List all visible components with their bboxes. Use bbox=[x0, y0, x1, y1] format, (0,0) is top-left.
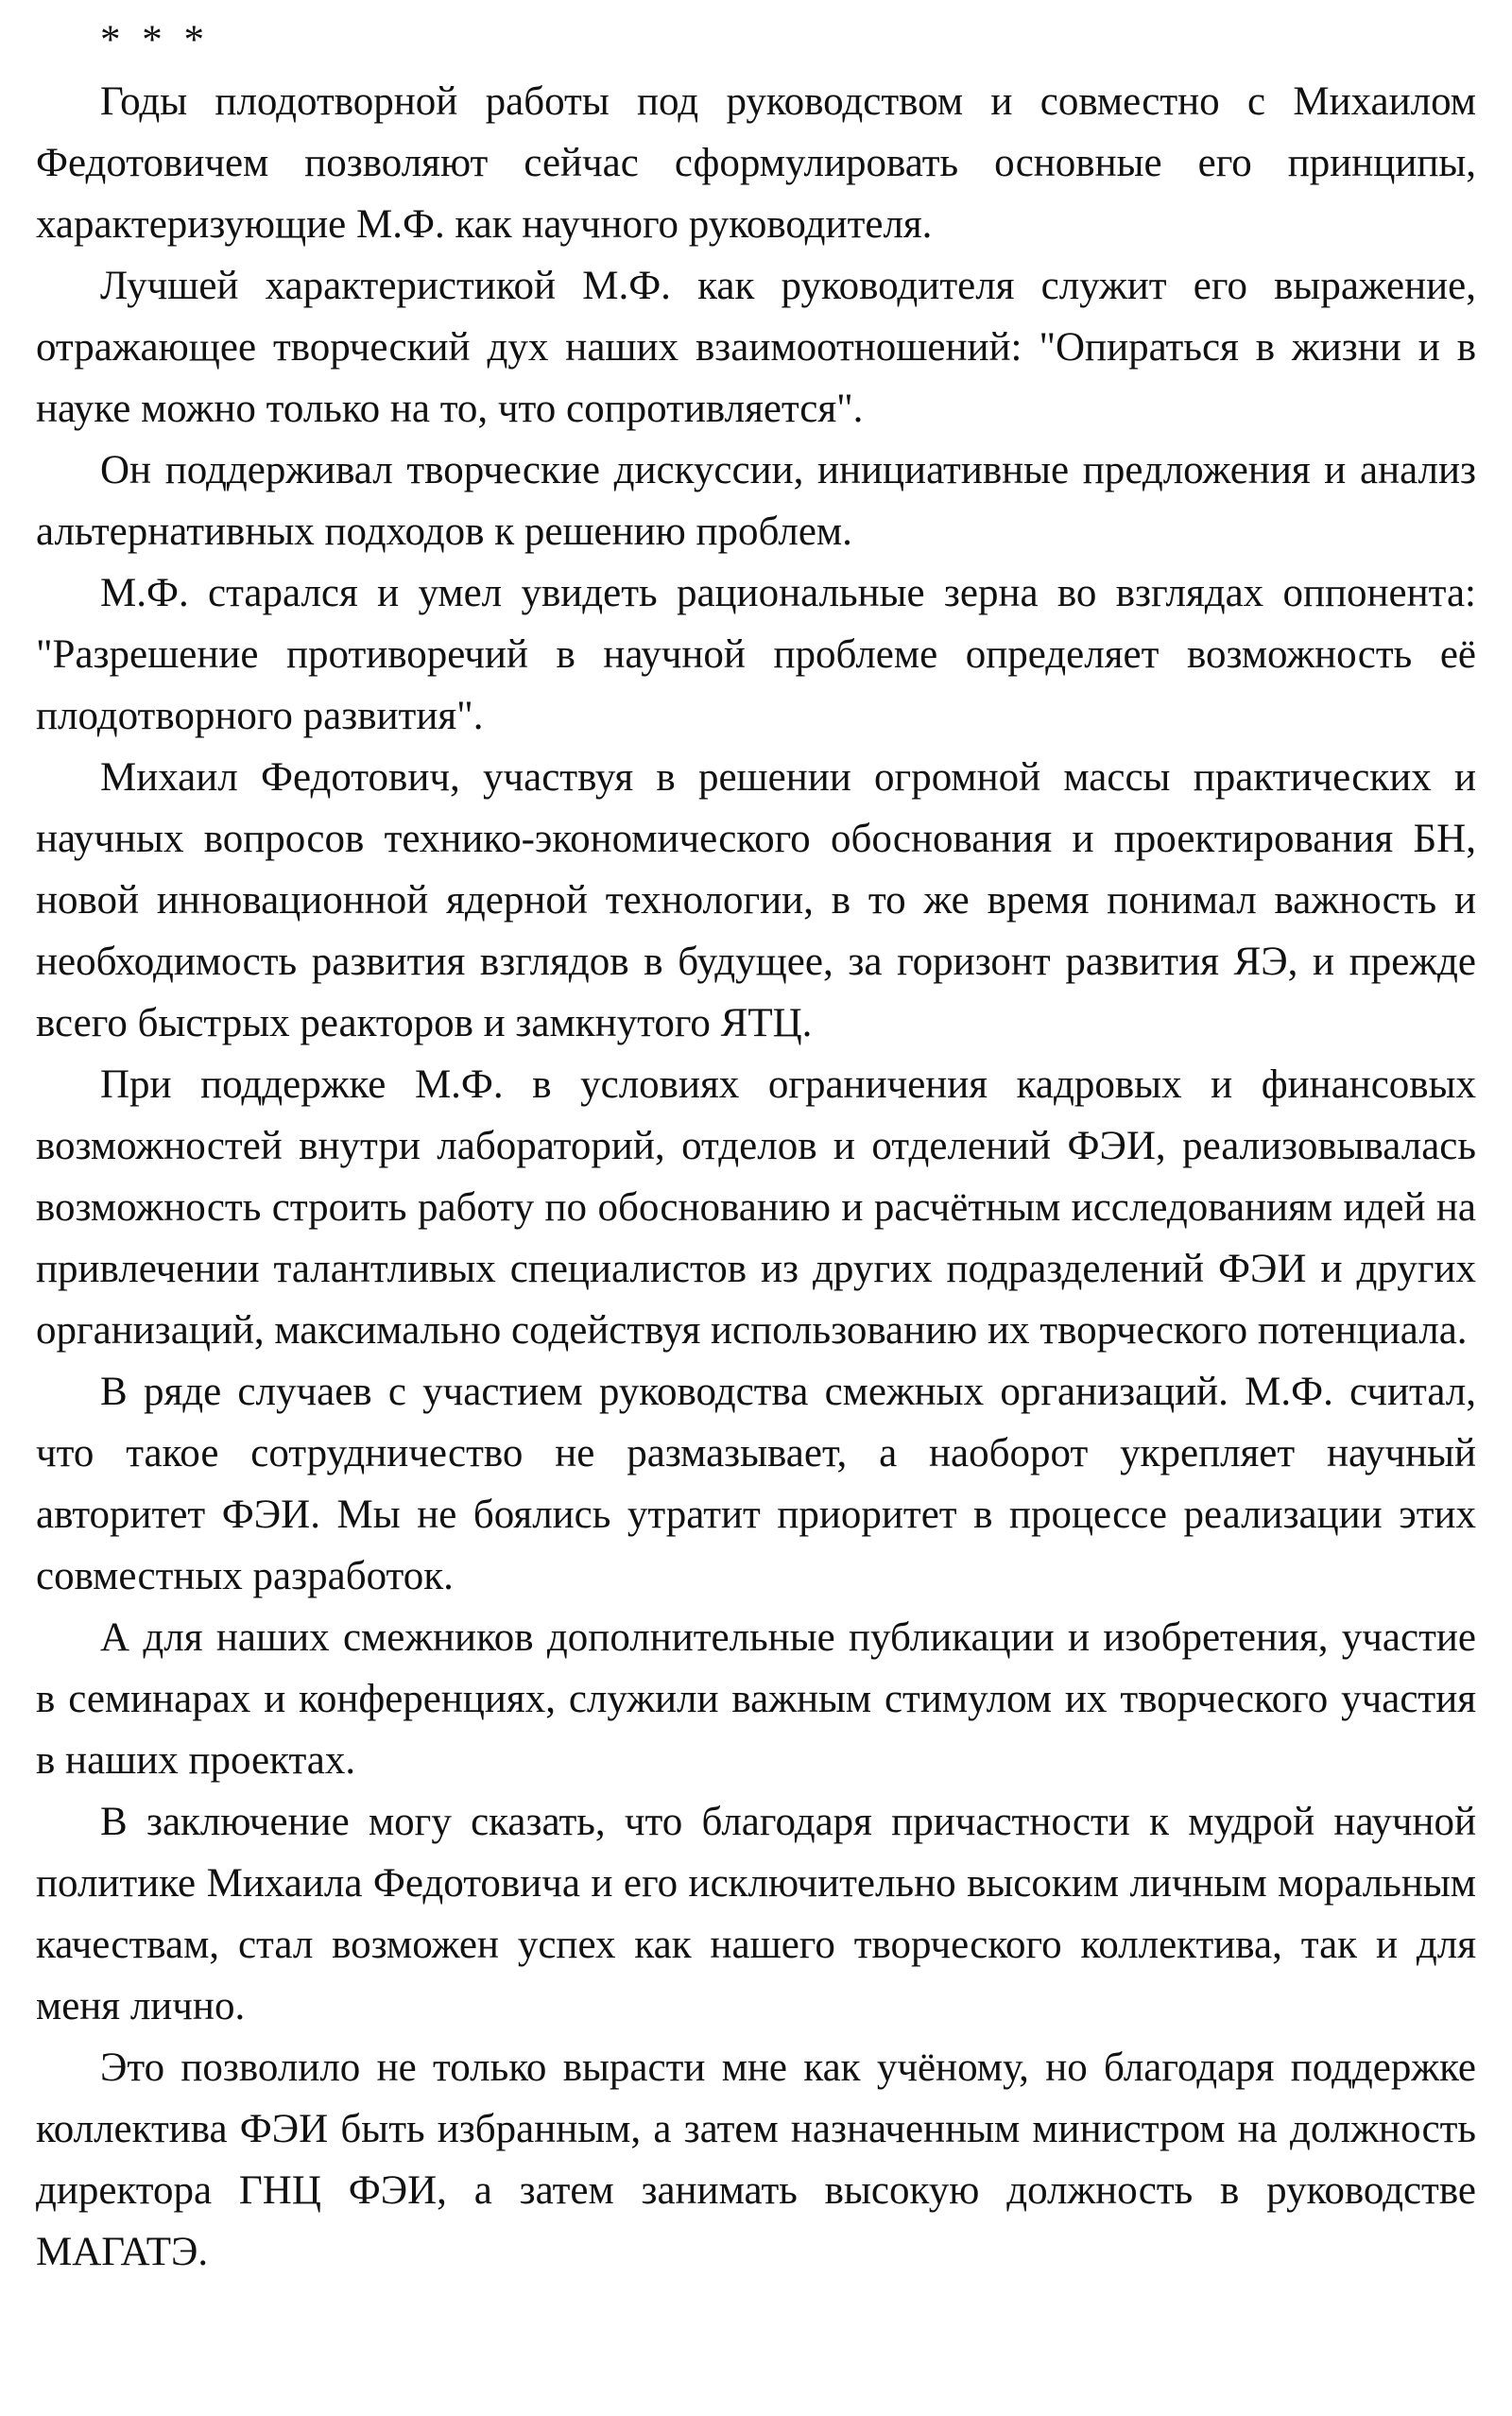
paragraph: М.Ф. старался и умел увидеть рациональные зерна во взглядах оппонента: "Разрешение противоречий в научной проблеме определяет возможность её плодотворного развития". bbox=[36, 571, 1476, 738]
paragraph: Это позволило не только вырасти мне как учёному, но благодаря поддержке коллектива ФЭИ быть избранным, а затем назначенным министром на должность директора ГНЦ ФЭИ, а затем занимать высокую должность в руководстве МАГАТЭ. bbox=[36, 2045, 1476, 2274]
document-page bbox=[36, 9, 1476, 2283]
paragraph: Михаил Федотович, участвуя в решении огромной массы практических и научных вопросов технико-экономического обоснования и проектирования БН, новой инновационной ядерной технологии, в то же время понимал важность и необходимость развития взглядов в будущее, за горизонт развития ЯЭ, и прежде всего быстрых реакторов и замкнутого ЯТЦ. bbox=[36, 755, 1476, 1045]
paragraph: А для наших смежников дополнительные публикации и изобретения, участие в семинарах и конференциях, служили важным стимулом их творческого участия в наших проектах. bbox=[36, 1615, 1476, 1783]
paragraph: Годы плодотворной работы под руководством и совместно с Михаилом Федотовичем позволяют сейчас сформулировать основные его принципы, характеризующие М.Ф. как научного руководителя. bbox=[36, 79, 1476, 247]
paragraph: Он поддерживал творческие дискуссии, инициативные предложения и анализ альтернативных подходов к решению проблем. bbox=[36, 448, 1476, 554]
paragraph: При поддержке М.Ф. в условиях ограничения кадровых и финансовых возможностей внутри лабораторий, отделов и отделений ФЭИ, реализовывалась возможность строить работу по обоснованию и расчётным исследованиям идей на привлечении талантливых специалистов из других подразделений ФЭИ и других организаций, максимально содействуя использованию их творческого потенциала. bbox=[36, 1062, 1476, 1353]
paragraph: Лучшей характеристикой М.Ф. как руководителя служит его выражение, отражающее творческий дух наших взаимоотношений: "Опираться в жизни и в науке можно только на то, что сопротивляется". bbox=[36, 264, 1476, 431]
paragraph: В заключение могу сказать, что благодаря причастности к мудрой научной политике Михаила Федотовича и его исключительно высоким личным моральным качествам, стал возможен успех как нашего творческого коллектива, так и для меня лично. bbox=[36, 1800, 1476, 2028]
paragraph: В ряде случаев с участием руководства смежных организаций. М.Ф. считал, что такое сотрудничество не размазывает, а наоборот укрепляет научный авторитет ФЭИ. Мы не боялись утратит приоритет в процессе реализации этих совместных разработок. bbox=[36, 1370, 1476, 1598]
section-separator: * * * bbox=[100, 18, 210, 62]
